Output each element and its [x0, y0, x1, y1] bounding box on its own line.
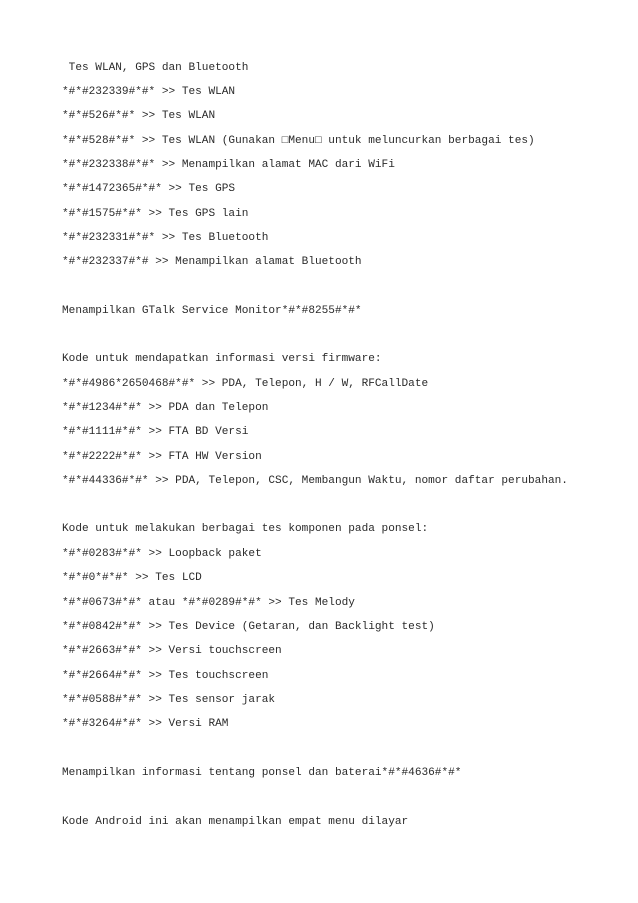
section-heading-wlan-gps-bluetooth: Tes WLAN, GPS dan Bluetooth [62, 62, 249, 74]
code-line: *#*#1234#*#* >> PDA dan Telepon [62, 402, 269, 414]
code-line: *#*#232339#*#* >> Tes WLAN [62, 86, 236, 98]
code-line: *#*#3264#*#* >> Versi RAM [62, 718, 229, 730]
code-line: *#*#232338#*#* >> Menampilkan alamat MAC dari WiFi [62, 159, 395, 171]
code-line: *#*#2664#*#* >> Tes touchscreen [62, 670, 269, 682]
code-line: *#*#232331#*#* >> Tes Bluetooth [62, 232, 269, 244]
code-line: *#*#0283#*#* >> Loopback paket [62, 548, 262, 560]
section-heading-component-tests: Kode untuk melakukan berbagai tes komponen pada ponsel: [62, 523, 429, 535]
code-line: *#*#526#*#* >> Tes WLAN [62, 110, 216, 122]
code-line: *#*#0842#*#* >> Tes Device (Getaran, dan Backlight test) [62, 621, 435, 633]
paragraph-gtalk-monitor: Menampilkan GTalk Service Monitor*#*#8255#*#* [62, 305, 362, 317]
code-line: *#*#2222#*#* >> FTA HW Version [62, 451, 262, 463]
code-line: *#*#1111#*#* >> FTA BD Versi [62, 426, 249, 438]
code-line: *#*#1472365#*#* >> Tes GPS [62, 183, 236, 195]
code-line: *#*#44336#*#* >> PDA, Telepon, CSC, Membangun Waktu, nomor daftar perubahan. [62, 475, 568, 487]
paragraph-android-menu: Kode Android ini akan menampilkan empat menu dilayar [62, 816, 409, 828]
code-line: *#*#528#*#* >> Tes WLAN (Gunakan □Menu□ untuk meluncurkan berbagai tes) [62, 135, 535, 147]
code-line: *#*#1575#*#* >> Tes GPS lain [62, 208, 249, 220]
code-line: *#*#0588#*#* >> Tes sensor jarak [62, 694, 276, 706]
section-heading-firmware: Kode untuk mendapatkan informasi versi firmware: [62, 353, 382, 365]
code-line: *#*#4986*2650468#*#* >> PDA, Telepon, H / W, RFCallDate [62, 378, 429, 390]
paragraph-phone-battery-info: Menampilkan informasi tentang ponsel dan baterai*#*#4636#*#* [62, 767, 462, 779]
code-line: *#*#2663#*#* >> Versi touchscreen [62, 645, 282, 657]
code-line: *#*#232337#*# >> Menampilkan alamat Bluetooth [62, 256, 362, 268]
code-line: *#*#0*#*#* >> Tes LCD [62, 572, 202, 584]
code-line: *#*#0673#*#* atau *#*#0289#*#* >> Tes Melody [62, 597, 355, 609]
